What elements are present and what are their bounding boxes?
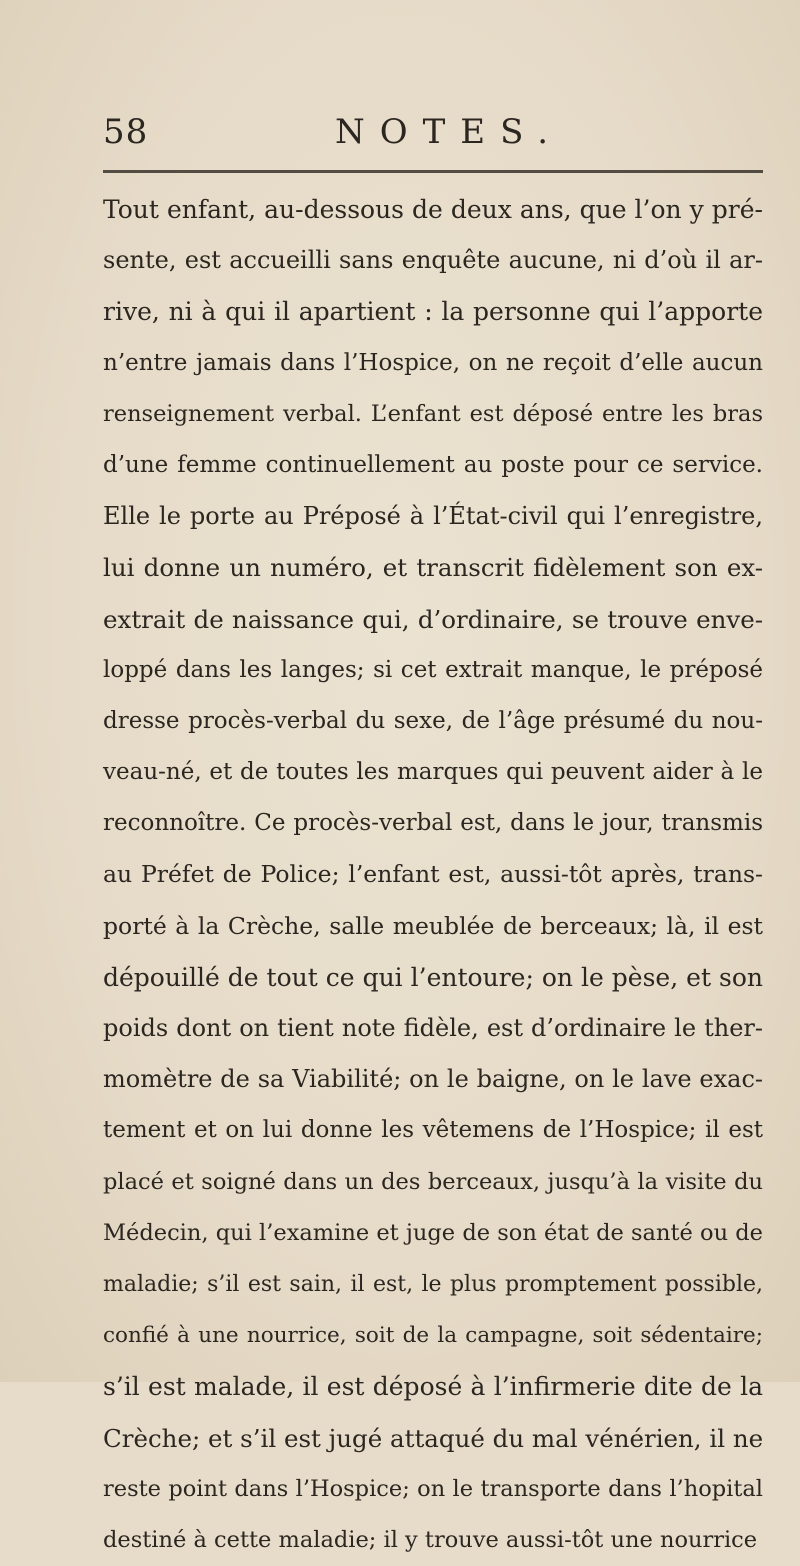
- page-header: [0, 112, 800, 162]
- text-line: poids dont on tient note fidèle, est d’ordinaire le ther-: [103, 1014, 763, 1042]
- page-number: 58: [103, 112, 149, 152]
- text-line: tement et on lui donne les vêtemens de l’Hospice; il est: [103, 1117, 763, 1144]
- running-head: NOTES.: [335, 112, 564, 152]
- text-line: dresse procès-verbal du sexe, de l’âge présumé du nou-: [103, 707, 763, 734]
- text-line: porté à la Crèche, salle meublée de berceaux; là, il est: [103, 911, 763, 940]
- header-rule: [103, 170, 763, 173]
- text-line: Médecin, qui l’examine et juge de son état de santé ou de: [103, 1219, 763, 1246]
- text-line: momètre de sa Viabilité; on le baigne, on le lave exac-: [103, 1065, 763, 1094]
- text-line: s’il est malade, il est déposé à l’infirmerie dite de la: [103, 1372, 763, 1402]
- text-line: lui donne un numéro, et transcrit fidèlement son ex-: [103, 553, 763, 583]
- text-line: placé et soigné dans un des berceaux, jusqu’à la visite du: [103, 1168, 763, 1195]
- text-line: confié à une nourrice, soit de la campagne, soit sédentaire;: [103, 1323, 763, 1349]
- text-line: n’entre jamais dans l’Hospice, on ne reçoit d’elle aucun: [103, 349, 763, 376]
- text-line: reconnoître. Ce procès-verbal est, dans le jour, transmis: [103, 810, 763, 837]
- text-line: destiné à cette maladie; il y trouve aussi-tôt une nourrice: [103, 1526, 758, 1553]
- text-line: Elle le porte au Préposé à l’État-civil qui l’enregistre,: [103, 502, 763, 531]
- text-line: loppé dans les langes; si cet extrait manque, le préposé: [103, 656, 763, 683]
- text-line: renseignement verbal. L’enfant est déposé entre les bras: [103, 400, 763, 427]
- text-line: extrait de naissance qui, d’ordinaire, se trouve enve-: [103, 604, 763, 634]
- text-line: au Préfet de Police; l’enfant est, aussi-tôt après, trans-: [103, 860, 763, 889]
- text-line: maladie; s’il est sain, il est, le plus promptement possible,: [103, 1271, 763, 1297]
- text-line: rive, ni à qui il apartient : la personne qui l’apporte: [103, 297, 763, 327]
- text-line: sente, est accueilli sans enquête aucune, ni d’où il ar-: [103, 246, 763, 275]
- body-text: [103, 184, 763, 1566]
- text-line: Tout enfant, au-dessous de deux ans, que l’on y pré-: [103, 195, 763, 224]
- text-line: dépouillé de tout ce qui l’entoure; on le pèse, et son: [103, 962, 763, 992]
- text-line: Crèche; et s’il est jugé attaqué du mal vénérien, il ne: [103, 1423, 764, 1453]
- text-line: d’une femme continuellement au poste pour ce service.: [103, 451, 763, 478]
- text-line: veau-né, et de toutes les marques qui peuvent aider à le: [103, 759, 763, 786]
- text-line: reste point dans l’Hospice; on le transporte dans l’hopital: [103, 1475, 763, 1502]
